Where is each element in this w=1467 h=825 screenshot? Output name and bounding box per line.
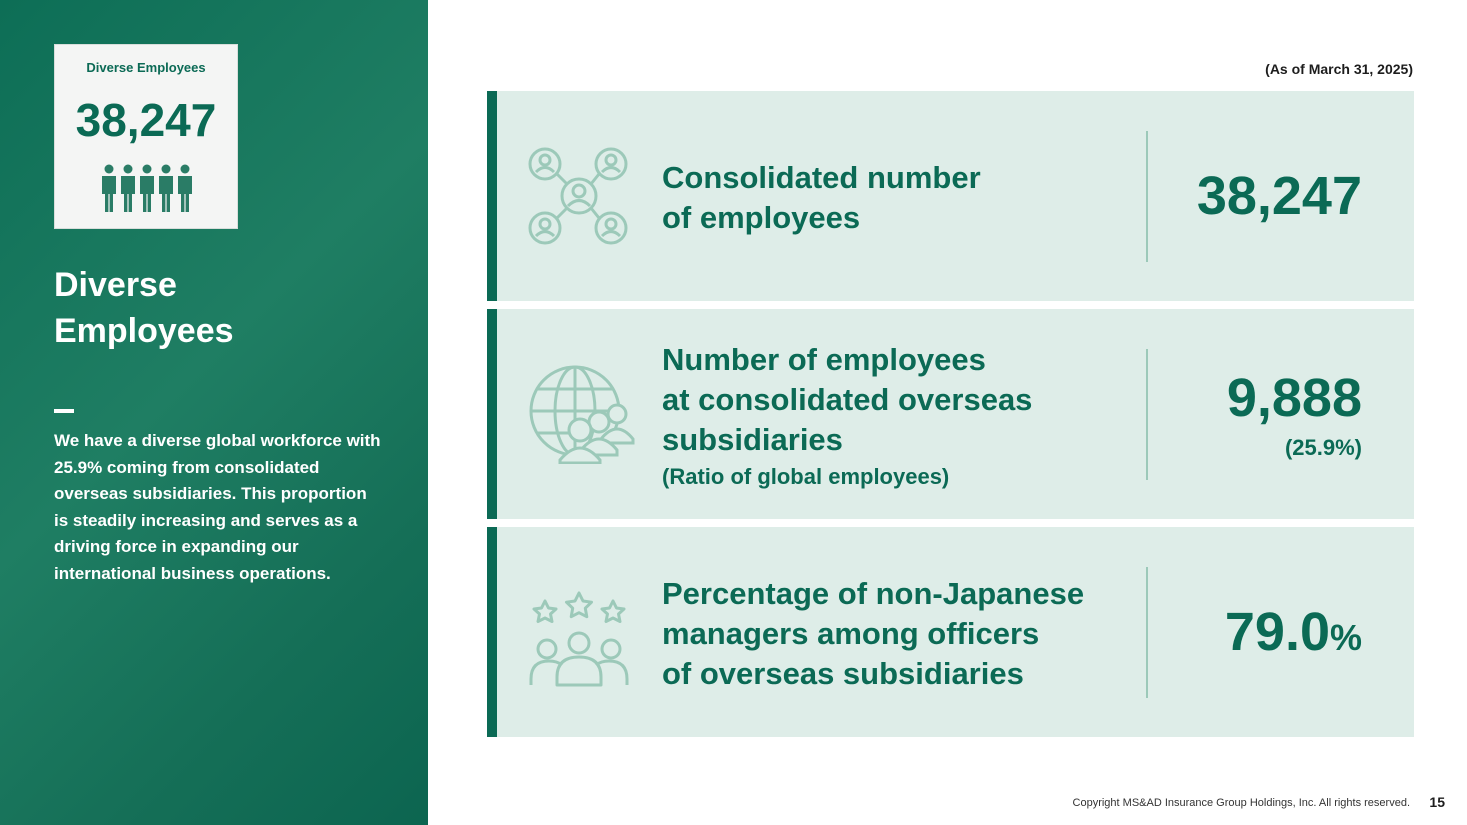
card-value: 9,888 xyxy=(1226,368,1362,428)
badge-label: Diverse Employees xyxy=(86,60,206,75)
card-value-sub: (25.9%) xyxy=(1284,435,1362,460)
card-value xyxy=(1225,601,1362,663)
card-label xyxy=(662,574,1084,694)
title-line-1: Diverse xyxy=(54,266,177,304)
network-people-icon xyxy=(527,146,631,251)
card-sublabel: (Ratio of global employees) xyxy=(662,464,950,489)
employee-badge xyxy=(54,44,238,229)
page-number: 15 xyxy=(1429,794,1445,810)
card-value-number: 79.0 xyxy=(1224,602,1330,662)
card-label-line: of employees xyxy=(662,200,861,235)
stat-card-overseas xyxy=(487,309,1414,519)
as-of-date: (As of March 31, 2025) xyxy=(1265,61,1413,77)
stat-card-managers xyxy=(487,527,1414,737)
card-value-unit: % xyxy=(1329,617,1362,658)
card-label-line: at consolidated overseas xyxy=(662,382,1033,417)
divider-dash xyxy=(54,409,74,413)
card-divider xyxy=(1146,131,1148,262)
people-group-icon xyxy=(99,163,195,218)
badge-number: 38,247 xyxy=(75,94,217,146)
copyright-text: Copyright MS&AD Insurance Group Holdings, Inc. All rights reserved. xyxy=(1072,797,1410,809)
globe-people-icon xyxy=(527,364,637,469)
stat-card-consolidated xyxy=(487,91,1414,301)
stars-people-icon xyxy=(527,589,631,694)
left-panel xyxy=(0,0,428,825)
card-value: 38,247 xyxy=(1196,166,1362,226)
card-label-line: Number of employees xyxy=(662,342,986,377)
card-divider xyxy=(1146,349,1148,480)
section-description: We have a diverse global workforce with 25.9% coming from consolidated overseas subsidiaries. This proportion is steadily increasing and serves as a driving force in expanding our international business operations. xyxy=(54,431,381,583)
section-title xyxy=(54,262,394,354)
card-label xyxy=(662,340,1032,494)
card-label-line: Percentage of non-Japanese xyxy=(662,576,1085,611)
title-line-2: Employees xyxy=(54,312,234,350)
card-label xyxy=(662,158,981,238)
card-label-line: of overseas subsidiaries xyxy=(662,656,1024,691)
card-label-line: managers among officers xyxy=(662,616,1040,651)
card-label-line: Consolidated number xyxy=(662,160,981,195)
card-divider xyxy=(1146,567,1148,698)
card-label-line: subsidiaries xyxy=(662,422,843,457)
